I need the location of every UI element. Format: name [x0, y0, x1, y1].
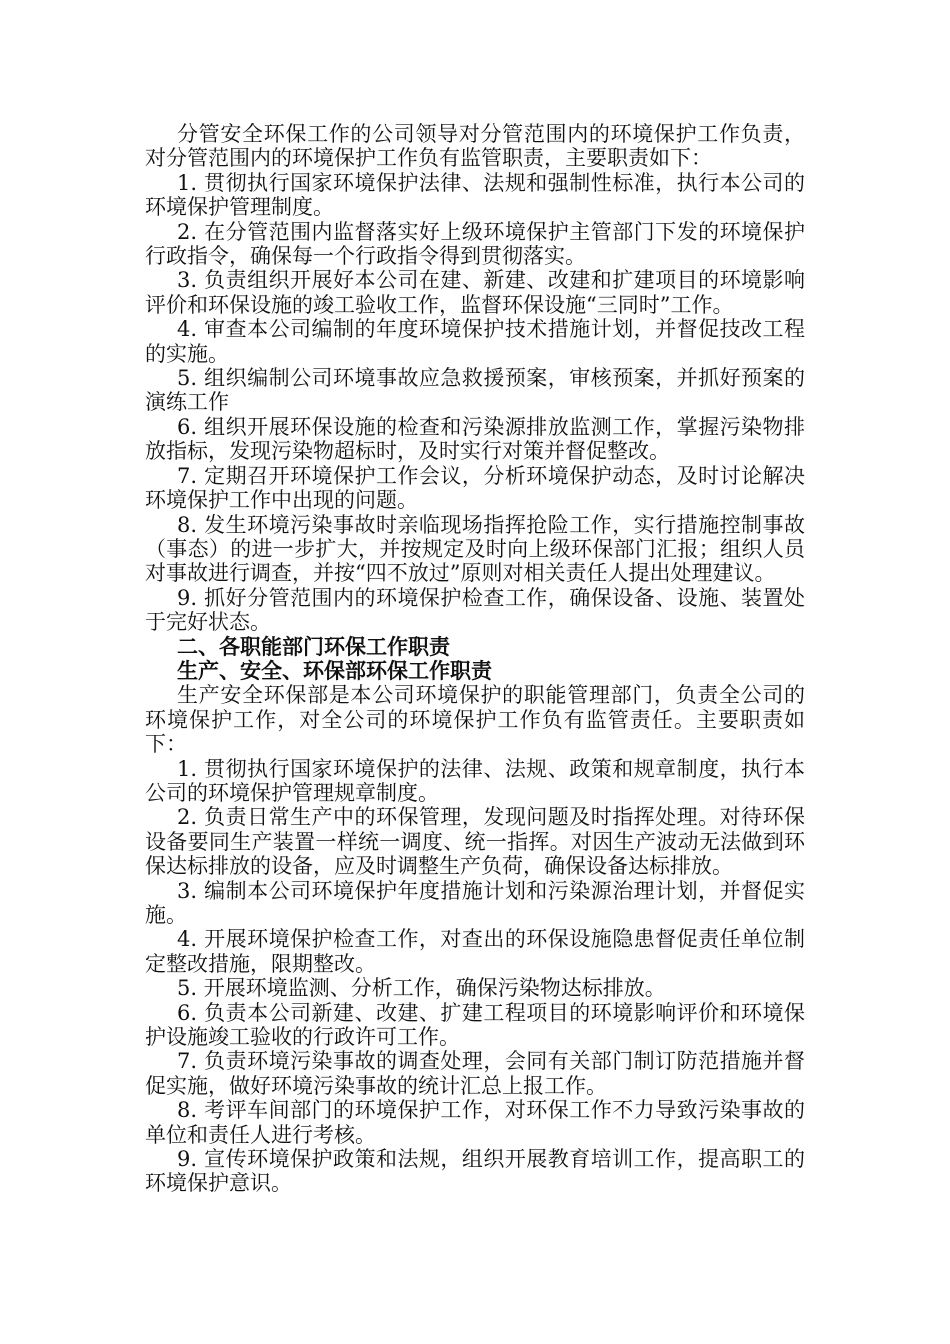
dept-duty-1: 1. 贯彻执行国家环境保护的法律、法规、政策和规章制度，执行本公司的环境保护管理规章制度。 — [145, 756, 805, 805]
section-heading: 二、各职能部门环保工作职责 — [177, 633, 450, 659]
dept-duty-4: 4. 开展环境保护检查工作，对查出的环保设施隐患督促责任单位制定整改措施，限期整改。 — [145, 927, 805, 976]
intro-paragraph: 分管安全环保工作的公司领导对分管范围内的环境保护工作负责，对分管范围内的环境保护工作负有监管职责，主要职责如下： — [145, 122, 805, 171]
dept-duty-6: 6. 负责本公司新建、改建、扩建工程项目的环境影响评价和环境保护设施竣工验收的行政许可工作。 — [145, 1000, 805, 1050]
document-page — [145, 122, 805, 1196]
leader-duty-7: 7. 定期召开环境保护工作会议，分析环境保护动态，及时讨论解决环境保护工作中出现的问题。 — [145, 463, 805, 513]
leader-duty-8: 8. 发生环境污染事故时亲临现场指挥抢险工作，实行措施控制事故（事态）的进一步扩大，并按规定及时向上级环保部门汇报；组织人员对事故进行调查，并按“四不放过”原则对相关责任人提出处理建议。 — [145, 512, 805, 586]
dept-duty-7: 7. 负责环境污染事故的调查处理，会同有关部门制订防范措施并督促实施，做好环境污染事故的统计汇总上报工作。 — [145, 1049, 805, 1098]
leader-duty-6: 6. 组织开展环保设施的检查和污染源排放监测工作，掌握污染物排放指标，发现污染物超标时，及时实行对策并督促整改。 — [145, 414, 805, 464]
sub-heading: 生产、安全、环保部环保工作职责 — [177, 657, 492, 683]
dept-duty-9: 9. 宣传环境保护政策和法规，组织开展教育培训工作，提高职工的环境保护意识。 — [145, 1147, 805, 1196]
leader-duty-4: 4. 审查本公司编制的年度环境保护技术措施计划，并督促技改工程的实施。 — [145, 317, 805, 366]
leader-duty-5: 5. 组织编制公司环境事故应急救援预案，审核预案，并抓好预案的演练工作 — [145, 366, 805, 415]
dept-duty-3: 3. 编制本公司环境保护年度措施计划和污染源治理计划，并督促实施。 — [145, 878, 805, 927]
leader-duty-9: 9. 抓好分管范围内的环境保护检查工作，确保设备、设施、装置处于完好状态。 — [145, 585, 805, 635]
dept-duty-8: 8. 考评车间部门的环境保护工作，对环保工作不力导致污染事故的单位和责任人进行考核。 — [145, 1098, 805, 1147]
leader-duty-3: 3. 负责组织开展好本公司在建、新建、改建和扩建项目的环境影响评价和环保设施的竣工验收工作，监督环保设施“三同时”工作。 — [145, 268, 805, 317]
dept-duty-5: 5. 开展环境监测、分析工作，确保污染物达标排放。 — [177, 976, 666, 1001]
dept-intro-paragraph: 生产安全环保部是本公司环境保护的职能管理部门，负责全公司的环境保护工作，对全公司的环境保护工作负有监管责任。主要职责如下： — [145, 683, 805, 757]
dept-duty-2: 2. 负责日常生产中的环保管理，发现问题及时指挥处理。对待环保设备要同生产装置一样统一调度、统一指挥。对因生产波动无法做到环保达标排放的设备，应及时调整生产负荷，确保设备达标排放。 — [145, 805, 805, 879]
leader-duty-2: 2. 在分管范围内监督落实好上级环境保护主管部门下发的环境保护行政指令，确保每一个行政指令得到贯彻落实。 — [145, 219, 805, 269]
leader-duty-1: 1. 贯彻执行国家环境保护法律、法规和强制性标准，执行本公司的环境保护管理制度。 — [145, 170, 805, 220]
